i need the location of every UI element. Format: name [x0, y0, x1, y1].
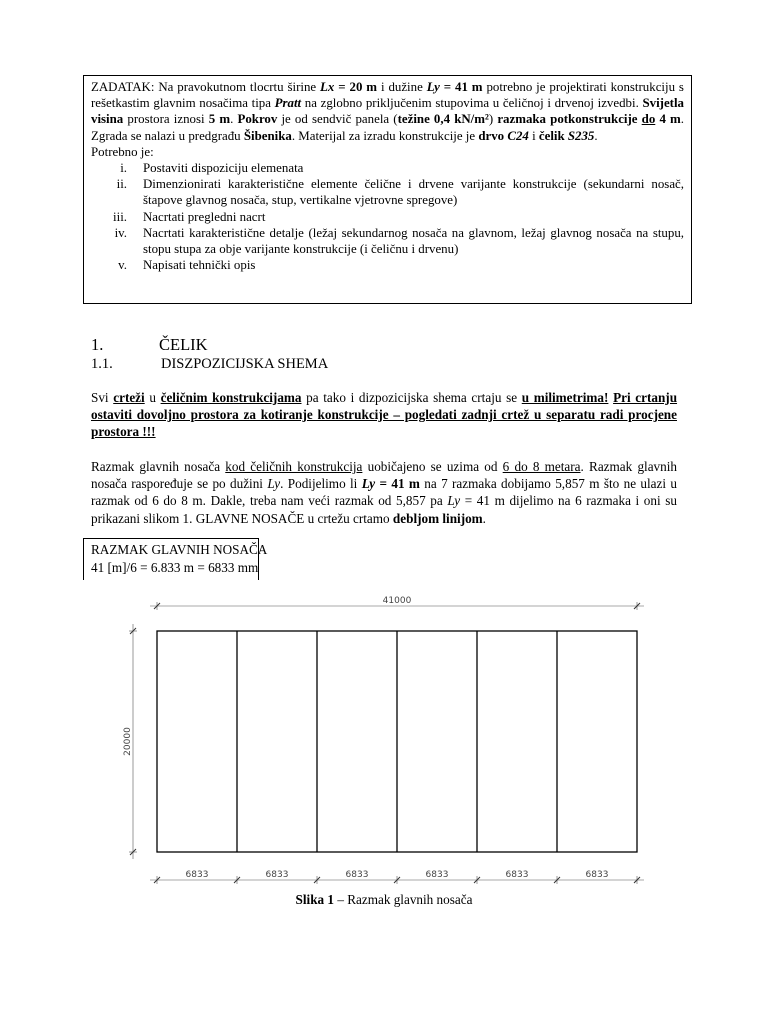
text-run: ZADATAK: Na pravokutnom tlocrtu širine — [91, 80, 321, 94]
text-run: i — [528, 128, 539, 143]
task-item-text: Napisati tehnički opis — [143, 258, 256, 273]
text-run: Ly — [361, 476, 376, 492]
text-run: . Razmak glavnih nosača raspoređuje se po dužini — [91, 459, 677, 492]
task-item-text: Nacrtati pregledni nacrt — [143, 209, 266, 224]
text-run: u — [144, 390, 161, 405]
task-item-number: i. — [120, 161, 127, 176]
text-run: Pri crtanju ostaviti dovoljno prostora za kotiranje konstrukcije – pogledati zadnji crtež u separatu radi procjene prostora !!! — [91, 390, 678, 440]
text-run: Ly — [267, 476, 281, 492]
dimension-label-bay: 6833 — [505, 870, 529, 880]
calc-title: RAZMAK GLAVNIH NOSAČA — [91, 542, 268, 557]
text-run: Pokrov — [237, 112, 278, 127]
text-run: = 41 m — [439, 80, 483, 94]
text-run: Razmak glavnih nosača — [91, 459, 226, 474]
subsection-number: 1.1. — [91, 356, 113, 372]
text-run: do — [641, 112, 656, 127]
text-run: prostora iznosi — [123, 112, 209, 127]
text-run: = 41 m dijelimo na 6 razmaka i oni su prikazani slikom 1. GLAVNE NOSAČE u crtežu crtamo — [91, 493, 677, 526]
text-run: crteži — [113, 390, 145, 405]
section-number: 1. — [91, 335, 104, 354]
text-run: drvo — [478, 128, 508, 143]
caption-text: – Razmak glavnih nosača — [334, 892, 473, 907]
text-run: na 7 razmaka dobijamo 5,857 m što ne ulazi u razmak od 6 do 8 m. Dakle, treba nam veći razmak od 5,857 pa — [91, 476, 677, 509]
text-run: . — [594, 128, 598, 143]
text-run: Ly — [426, 80, 440, 94]
dimension-label-bay: 6833 — [425, 870, 449, 880]
text-run: Svijetla visina — [91, 96, 684, 127]
text-run: = 20 m — [334, 80, 378, 94]
text-run: . — [230, 112, 238, 127]
task-item-number: ii. — [116, 177, 127, 192]
task-intro: Potrebno je: — [91, 144, 154, 159]
text-run: i dužine — [377, 80, 427, 94]
text-run: Ly — [447, 493, 461, 509]
text-run: S235 — [567, 128, 595, 143]
text-run: = 41 m — [375, 476, 420, 492]
text-run: u milimetrima! — [521, 390, 609, 405]
text-run: težine 0,4 kN/m² — [397, 112, 489, 127]
text-run: čeličnim konstrukcijama — [160, 390, 302, 405]
text-run: ) — [488, 112, 498, 127]
task-item-number: iv. — [114, 225, 127, 240]
task-item-text: Postaviti dispoziciju elemenata — [143, 161, 304, 176]
text-run: razmaka potkonstrukcije — [497, 112, 642, 127]
text-run: Lx — [320, 80, 335, 94]
task-item-number: v. — [118, 258, 127, 273]
text-run: potrebno je projektirati konstrukciju s rešetkastim glavnim nosačima tipa — [91, 80, 684, 111]
dimension-label-bay: 6833 — [265, 870, 289, 880]
task-item-text: Nacrtati karakteristične detalje (ležaj sekundarnog nosača na glavnom, ležaj glavnog nosača na stupu, stopu stupa za obje varijante konstrukcije (i čeličnu i drvenu) — [143, 225, 684, 257]
figure-caption — [0, 892, 768, 908]
text-run: čelik — [538, 128, 568, 143]
text-run: debljom linijom — [392, 510, 483, 526]
text-run: Pratt — [274, 96, 302, 111]
task-item-number: iii. — [113, 209, 127, 224]
text-run: . Materijal za izradu konstrukcije je — [291, 128, 479, 143]
calc-formula: 41 [m]/6 = 6.833 m = 6833 mm — [91, 559, 259, 575]
task-item-text: Dimenzionirati karakteristične elemente čelične i drvene varijante konstrukcije (sekundarni nosač, štapove glavnog nosača, stup, vertikalne vjetrovne spregove) — [143, 177, 684, 208]
dimension-label-width: 20000 — [123, 727, 133, 756]
subsection-title: DISZPOZICIJSKA SHEMA — [161, 356, 329, 372]
text-run: Šibenika — [243, 128, 292, 143]
text-run: uobičajeno se uzima od — [362, 459, 503, 474]
text-run: . — [482, 510, 486, 526]
dimension-label-total: 41000 — [382, 596, 412, 606]
text-run: na zglobno priključenim stupovima u čeličnoj i drvenoj izvedbi. — [301, 96, 643, 111]
text-run: je od sendvič panela ( — [277, 112, 398, 127]
text-run: 5 m — [208, 112, 231, 127]
text-run: Svi — [91, 390, 114, 405]
caption-label: Slika 1 — [295, 892, 335, 907]
section-title: ČELIK — [159, 335, 208, 354]
dimension-label-bay: 6833 — [585, 870, 609, 880]
text-run: pa tako i dizpozicijska shema crtaju se — [301, 390, 522, 405]
text-run: 6 do 8 metara — [502, 459, 581, 474]
text-run: C24 — [507, 128, 529, 143]
text-run: 4 m — [655, 112, 681, 127]
text-run: . Podijelimo li — [280, 476, 362, 492]
text-run: kod čeličnih konstrukcija — [225, 459, 363, 474]
text-run: . Zgrada se nalazi u predgrađu — [91, 112, 685, 143]
dimension-label-bay: 6833 — [185, 870, 209, 880]
dimension-label-bay: 6833 — [345, 870, 369, 880]
